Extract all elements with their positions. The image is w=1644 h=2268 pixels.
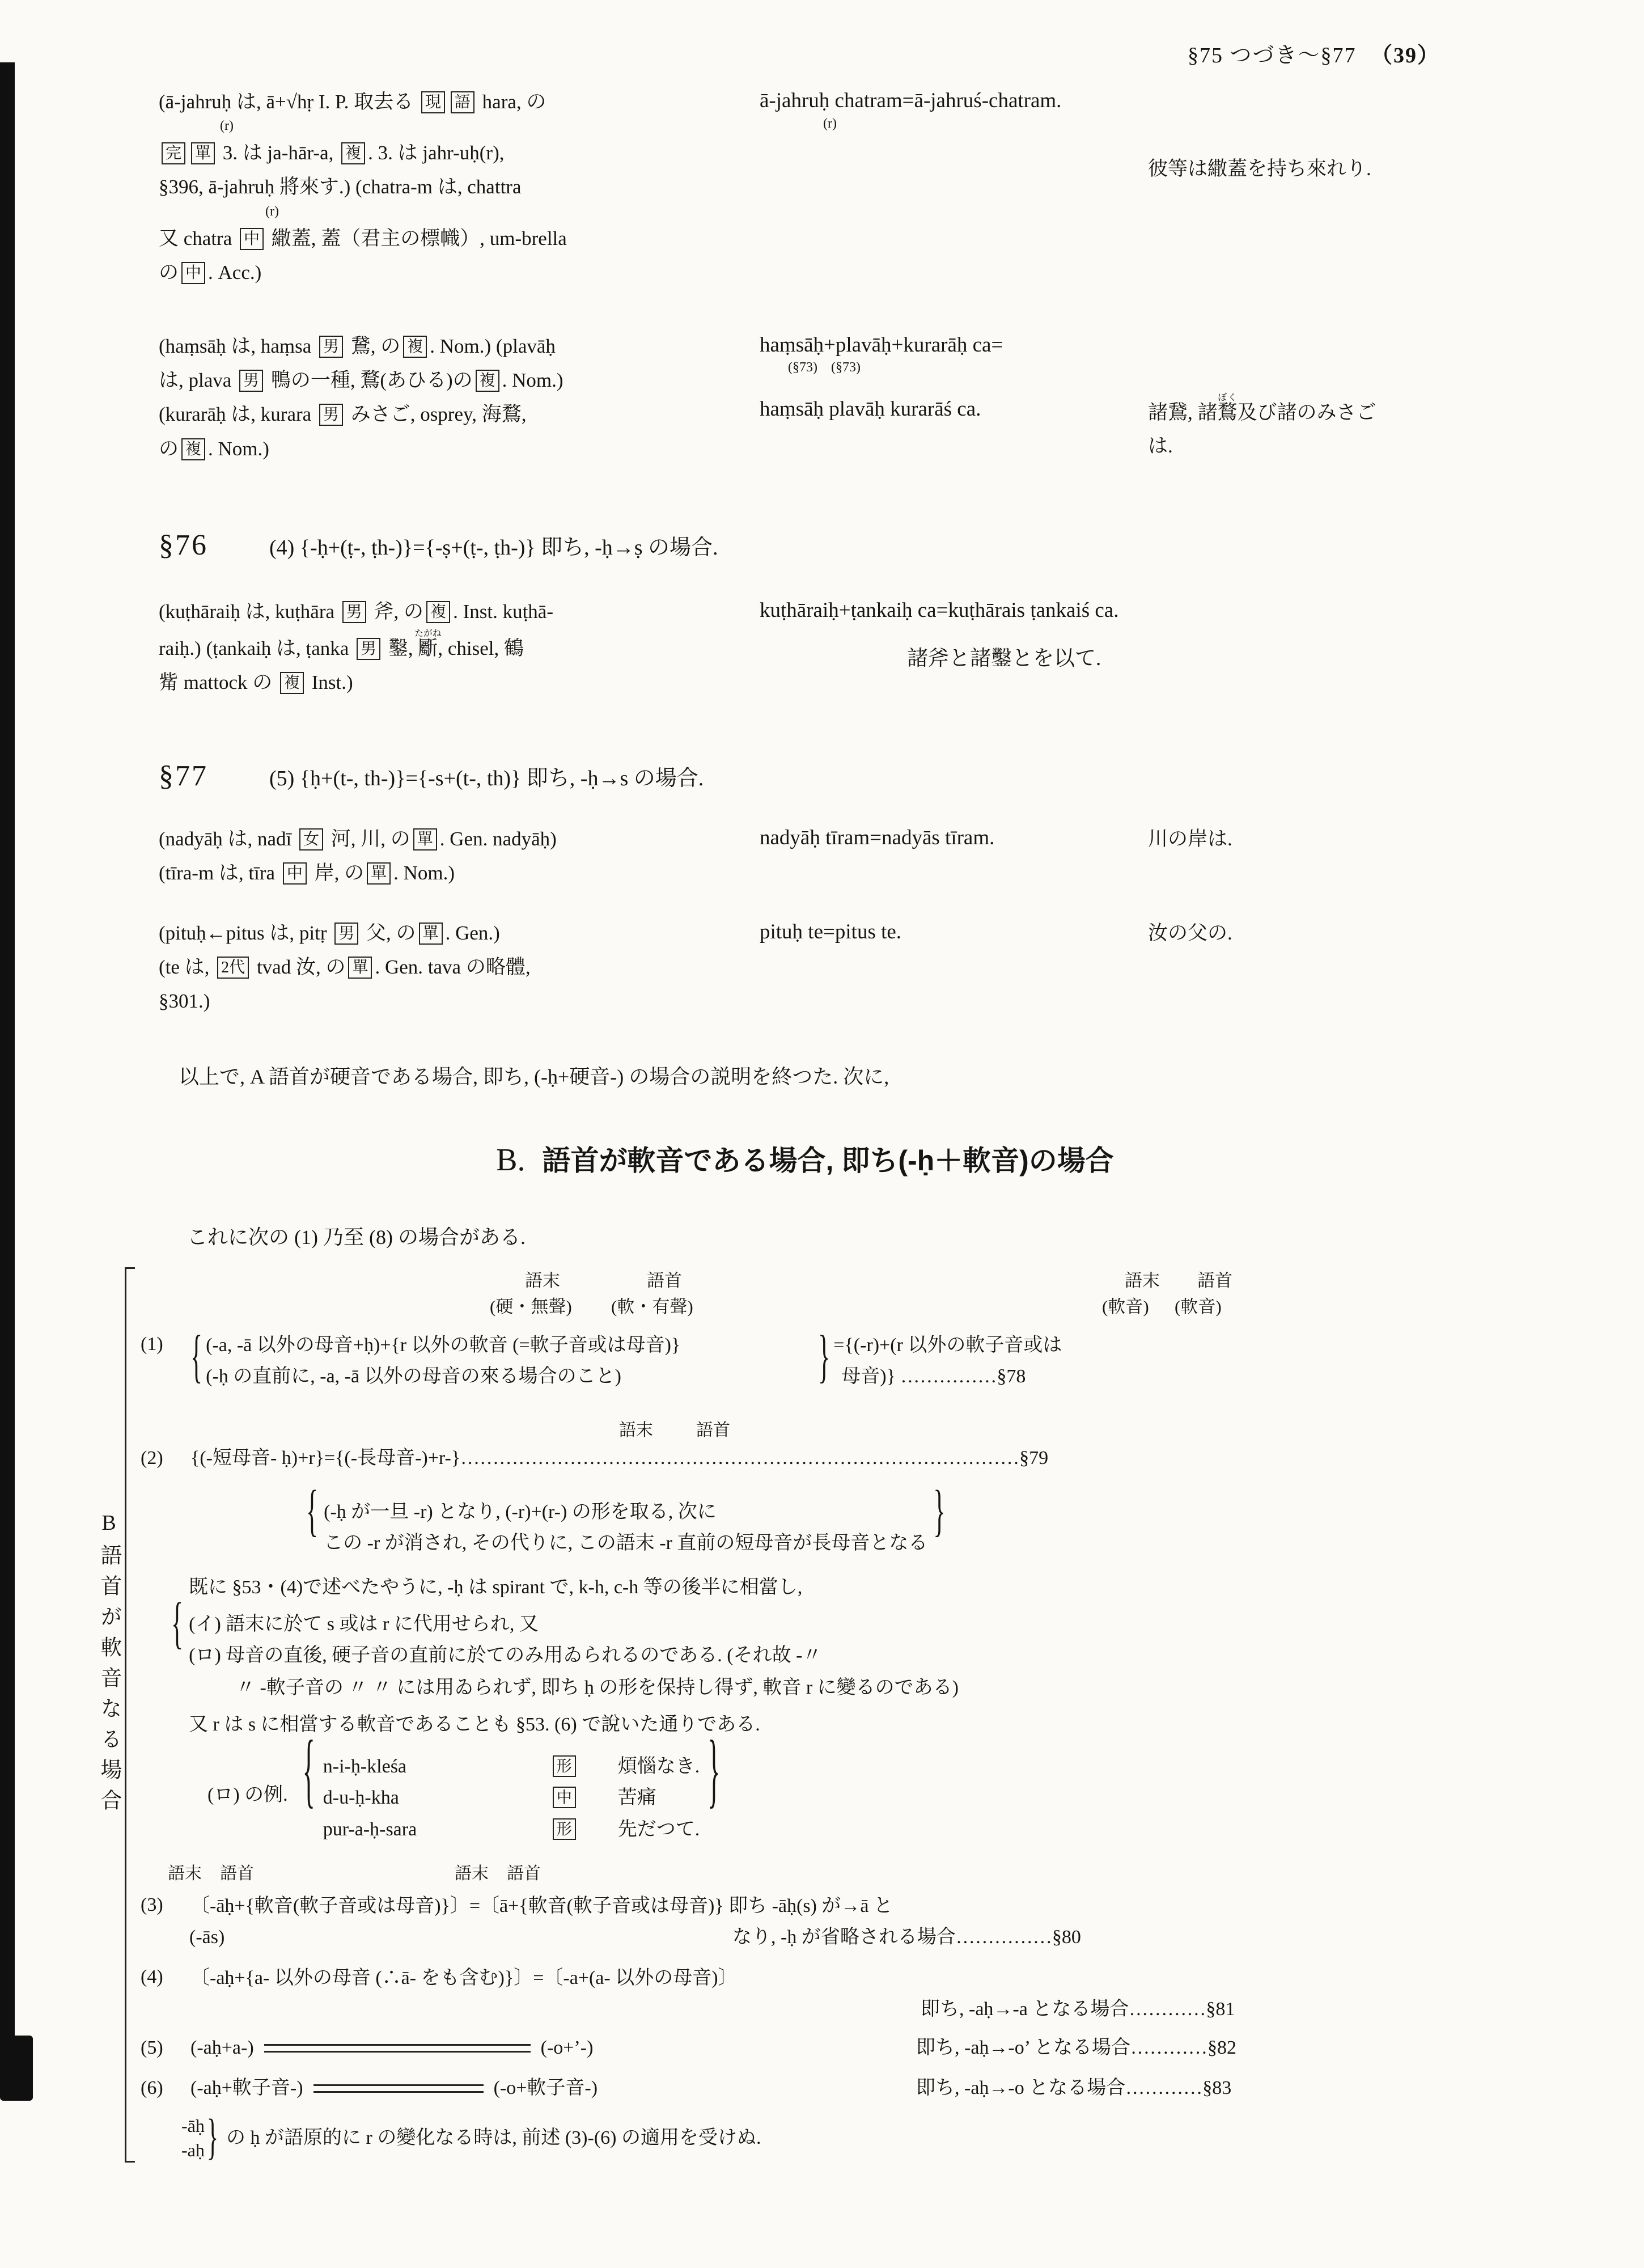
ending-ah-short: -aḥ	[181, 2140, 205, 2161]
sandhi-equation: kuṭhāraiḥ+ṭankaiḥ ca=kuṭhārais ṭankaiś ca.	[760, 598, 1119, 622]
translation-column	[1148, 822, 1443, 890]
text-line: (haṃsāḥ は, haṃsa 男 鵞, の 複 . Nom.) (plavāḥ	[159, 335, 556, 357]
bullet-i: (イ) 語末に於て s 或は r に代用せられ, 又	[189, 1613, 539, 1635]
example-pos: 中	[550, 1782, 618, 1813]
header-gomatsu-r: 語末	[1125, 1271, 1160, 1291]
gloss-column	[159, 916, 751, 1019]
text-line: (kuṭhāraiḥ は, kuṭhāra 男 斧, の 複 . Inst. kuṭhā-	[159, 600, 553, 623]
rule-2	[141, 1417, 1451, 1474]
translation-column	[1148, 916, 1443, 1019]
translation: 汝の父の.	[1148, 921, 1232, 944]
example-row	[323, 1782, 700, 1813]
example-pos: 形	[550, 1814, 618, 1845]
formula-line: (-a, -ā 以外の母音+ḥ)+{r 以外の軟音 (=軟子音或は母音)}	[206, 1335, 681, 1356]
text-line: の 複 . Nom.)	[159, 437, 269, 460]
part-b-side-label: B語首が軟音なる場合	[97, 1511, 121, 1820]
formula-line: 〔-āḥ+{軟音(軟子音或は母音)}〕=〔ā+{軟音(軟子音或は母音)} 即ち -āḥ(s) が→ā と	[190, 1895, 893, 1916]
sandhi-equation: nadyāḥ tīram=nadyās tīram.	[760, 826, 995, 850]
mini-headers	[141, 1861, 1451, 1890]
example-rows	[323, 1751, 700, 1844]
entry-pituh	[159, 916, 1451, 1019]
bullet-ro: (ロ) 母音の直後, 硬子音の直前に於てのみ用ゐられるのである. (それ故 -〃	[189, 1644, 822, 1666]
text-line: 觜 mattock の 複 Inst.)	[159, 671, 353, 694]
rule-4	[141, 1962, 1451, 1994]
part-b-block	[85, 1267, 1451, 2163]
rule-number: (4)	[141, 1966, 163, 1987]
rule-3-line2	[141, 1923, 1451, 1956]
text-line: (tīra-m は, tīra 中 岸, の 單 . Nom.)	[159, 862, 455, 885]
page-content	[97, 85, 1451, 2165]
close-bracket: }	[818, 1323, 831, 1389]
translation: 彼等は繖蓋を持ち來れり.	[1148, 158, 1371, 180]
ending-variants	[181, 2114, 205, 2163]
example-gloss: 苦痛	[617, 1787, 656, 1809]
rule-number: (6)	[141, 2077, 163, 2099]
entry-kutharaih	[159, 595, 1451, 700]
part-letter: B.	[496, 1143, 526, 1178]
entry-nadyah	[159, 822, 1451, 890]
page-header	[1188, 37, 1440, 69]
header-goshu: 語首	[647, 1271, 682, 1291]
formula-column-headers	[141, 1267, 1451, 1324]
sandhi-equation-column	[751, 85, 1148, 290]
formula-lhs: (-aḥ+軟子音-)	[190, 2077, 303, 2099]
rule-1-right-group	[833, 1330, 1062, 1392]
sandhi-equation-column	[751, 916, 1148, 1019]
note-line: (-ḥ が一旦 -r) となり, (-r)+(r-) の形を取る, 次に	[324, 1501, 717, 1523]
paragraph-r-soft: 又 r は s に相當する軟音であることも §53. (6) で說いた通りである.	[189, 1713, 760, 1735]
formula-line: (-ḥ の直前に, -a, -ā 以外の母音の來る場合のこと)	[206, 1366, 621, 1387]
part-b-bracket	[125, 1267, 135, 2163]
open-brace: {	[306, 1478, 319, 1543]
example-row	[323, 1751, 700, 1782]
example-word: pur-a-ḥ-sara	[323, 1818, 417, 1840]
header-goshu-r: 語首	[1197, 1271, 1232, 1291]
translation-column	[1148, 329, 1443, 466]
mini-header-gomatsu: 語末	[619, 1421, 653, 1440]
exception-text: の ḥ が語原的に r の變化なる時は, 前述 (3)-(6) の適用を受けぬ.	[226, 2127, 761, 2148]
translation: 川の岸は.	[1148, 828, 1232, 850]
superscript-r: (r)	[220, 119, 234, 134]
sandhi-equation: pituḥ te=pitus te.	[760, 920, 902, 943]
section-refs: (§73) (§73)	[788, 360, 861, 375]
variant-as: (-ās)	[189, 1926, 225, 1948]
entry-hamsah	[159, 329, 1451, 466]
gloss-column	[159, 85, 751, 290]
section-number: §76	[159, 528, 208, 561]
formula-rhs: (-o+軟子音-)	[493, 2077, 598, 2099]
close-brace: }	[933, 1478, 946, 1543]
rule-number: (3)	[141, 1894, 163, 1915]
rule-1	[141, 1323, 1451, 1392]
close-brace: }	[206, 2110, 219, 2165]
section-rule: (4) {-ḥ+(ṭ-, ṭh-)}={-ṣ+(ṭ-, ṭh-)} 即ち, -ḥ→ṣ の場合.	[269, 535, 718, 560]
text-line: raiḥ.) (ṭankaiḥ は, ṭanka 男 鑿, 斸たがね, chisel, 鶴	[159, 628, 524, 659]
bullet-lines	[189, 1609, 821, 1671]
formula-line: ={(-r)+(r 以外の軟子音或は	[833, 1335, 1062, 1356]
rule-note: 即ち, -aḥ→-o’ となる場合…………§82	[916, 2037, 1237, 2059]
notes-i-ro	[170, 1590, 1451, 1671]
example-word: n-i-ḥ-kleśa	[323, 1756, 407, 1778]
section-77-heading	[159, 759, 1451, 793]
example-pos: 形	[550, 1751, 618, 1782]
page-number: （39）	[1370, 44, 1440, 67]
text-line: (pituḥ←pitus は, pitṛ 男 父, の 單 . Gen.)	[159, 921, 500, 944]
rule-3	[141, 1890, 1451, 1922]
paragraph-spirant: 既に §53・(4)で述べたやうに, -ḥ は spirant で, k-h, c-h 等の後半に相當し,	[189, 1577, 803, 1598]
text-line: (nadyāḥ は, nadī 女 河, 川, の 單 . Gen. nadyāḥ)	[159, 828, 557, 850]
rule-5	[141, 2033, 1451, 2063]
formula: {(-短母音- ḥ)+r}={(-長母音-)+r-}	[190, 1448, 461, 1469]
mini-header-goshu: 語首	[696, 1421, 730, 1440]
text-line: の 中 . Acc.)	[159, 261, 262, 284]
rule-number: (5)	[141, 2037, 163, 2059]
example-gloss: 煩惱なき.	[617, 1756, 700, 1778]
section-rule: (5) {ḥ+(t-, th-)}={-s+(t-, th)} 即ち, -ḥ→s の場合.	[269, 767, 704, 791]
rule-2-line	[141, 1444, 1451, 1474]
open-brace: {	[302, 1723, 315, 1816]
bullet-ro-continued: 〃 -軟子音の 〃 〃 には用ゐられず, 即ち ḥ の形を保持し得ず, 軟音 r に變るのである)	[236, 1677, 959, 1699]
rule-1-left-group	[206, 1330, 818, 1392]
header-soft: (軟・有聲)	[611, 1297, 693, 1317]
note-lines	[324, 1496, 927, 1559]
gloss-column	[159, 329, 751, 466]
section-76-heading	[159, 528, 1451, 562]
text-line: (ā-jahruḥ は, ā+√hṛ I. P. 取去る 現 語 hara, の	[159, 91, 546, 113]
part-b-intro: これに次の (1) 乃至 (8) の場合がある.	[187, 1226, 526, 1249]
scan-edge-blob	[0, 2036, 33, 2101]
translation: は.	[1148, 435, 1173, 458]
formula-rhs: (-o+’-)	[540, 2037, 594, 2059]
rule-note: 即ち, -aḥ→-o となる場合…………§83	[916, 2077, 1232, 2099]
close-brace: }	[707, 1723, 721, 1816]
text-line: §396, ā-jahruḥ 將來す.) (chatra-m は, chattra	[159, 176, 522, 198]
header-soft-r2: (軟音)	[1175, 1297, 1222, 1317]
text-line: §301.)	[159, 990, 210, 1012]
rule-6	[141, 2074, 1451, 2104]
sandhi-equation: haṃsāḥ plavāḥ kurarāś ca.	[760, 397, 981, 421]
mini-header: 語末	[168, 1864, 202, 1883]
superscript-r: (r)	[265, 204, 279, 219]
part-b-content	[141, 1267, 1451, 2163]
text-line: (kurarāḥ は, kurara 男 みさご, osprey, 海鶩,	[159, 403, 527, 426]
rule-number: (2)	[141, 1448, 163, 1469]
sandhi-equation: haṃsāḥ+plavāḥ+kurarāḥ ca=	[760, 333, 1003, 357]
example-label: (ロ) の例.	[207, 1784, 288, 1806]
sandhi-equation-column	[751, 595, 1375, 700]
formula-line: 〔-aḥ+{a- 以外の母音 (∴ā- をも含む)}〕=〔-a+(a- 以外の母音)〕	[190, 1967, 738, 1988]
translation: 諸斧と諸鑿とを以て.	[907, 647, 1101, 671]
part-a-closing: 以上で, A 語首が硬音である場合, 即ち, (-ḥ+硬音-) の場合の説明を終つた. 次に,	[179, 1065, 889, 1089]
text-line: 完 單 3. は ja-hār-a, 複 . 3. は jahr-uḥ(r),	[159, 136, 751, 170]
translation-column	[1148, 85, 1443, 290]
text-line: は, plava 男 鴨の一種, 鶩(あひる)の 複 . Nom.)	[159, 369, 563, 392]
gloss-column	[159, 595, 751, 700]
text-line: (te は, 2代 tvad 汝, の 單 . Gen. tava の略體,	[159, 955, 531, 978]
superscript-r: (r)	[823, 116, 837, 131]
part-title: 語首が軟音である場合, 即ち(-ḥ＋軟音)の場合	[542, 1145, 1114, 1177]
double-line-equals	[264, 2044, 531, 2053]
sandhi-equation-column	[751, 329, 1148, 466]
gloss-column	[159, 822, 751, 890]
formula-lhs: (-aḥ+a-)	[190, 2037, 254, 2059]
header-hard: (硬・無聲)	[490, 1297, 572, 1317]
formula-line: 母音)} ……………§78	[841, 1366, 1026, 1387]
rule-number: (1)	[141, 1334, 163, 1355]
header-soft-r1: (軟音)	[1102, 1297, 1149, 1317]
scan-edge-artifact	[0, 62, 15, 2081]
section-number: §77	[159, 760, 208, 793]
formula-line: なり, -ḥ が省略される場合……………§80	[732, 1926, 1081, 1948]
part-b-heading	[159, 1138, 1451, 1179]
exception-note	[181, 2110, 1451, 2165]
mini-header: 語首	[220, 1864, 254, 1883]
sandhi-equation: ā-jahruḥ chatram=ā-jahruś-chatram.	[760, 89, 1062, 112]
ending-ah-long: -āḥ	[181, 2115, 205, 2136]
entry-a-jahruh	[159, 85, 1451, 290]
mini-header: 語首	[507, 1864, 541, 1883]
open-brace: {	[171, 1590, 184, 1655]
example-word: d-u-ḥ-kha	[323, 1787, 399, 1809]
translation: 諸鵞, 諸鶩ぼく及び諸のみさご	[1148, 392, 1376, 424]
dots-ref: ……………………………………………………………………………§79	[460, 1448, 1049, 1469]
text-line: 又 chatra 中 繖蓋, 蓋（君主の標幟）, um-brella	[159, 227, 567, 249]
mini-header: 語末	[455, 1864, 489, 1883]
example-row	[323, 1814, 700, 1845]
header-goматsu: 語末	[525, 1271, 560, 1291]
double-line-equals	[313, 2084, 484, 2093]
note-line: この -r が消され, その代りに, この語末 -r 直前の短母音が長母音となる	[324, 1533, 928, 1554]
open-bracket: {	[190, 1323, 203, 1389]
sandhi-equation-column	[751, 822, 1148, 890]
example-gloss: 先だつて.	[617, 1818, 700, 1840]
header-section-range: §75 つづき〜§77	[1187, 44, 1357, 67]
rule-2-note	[305, 1478, 1451, 1559]
rule-4-line2: 即ち, -aḥ→-a となる場合…………§81	[921, 1998, 1235, 2020]
